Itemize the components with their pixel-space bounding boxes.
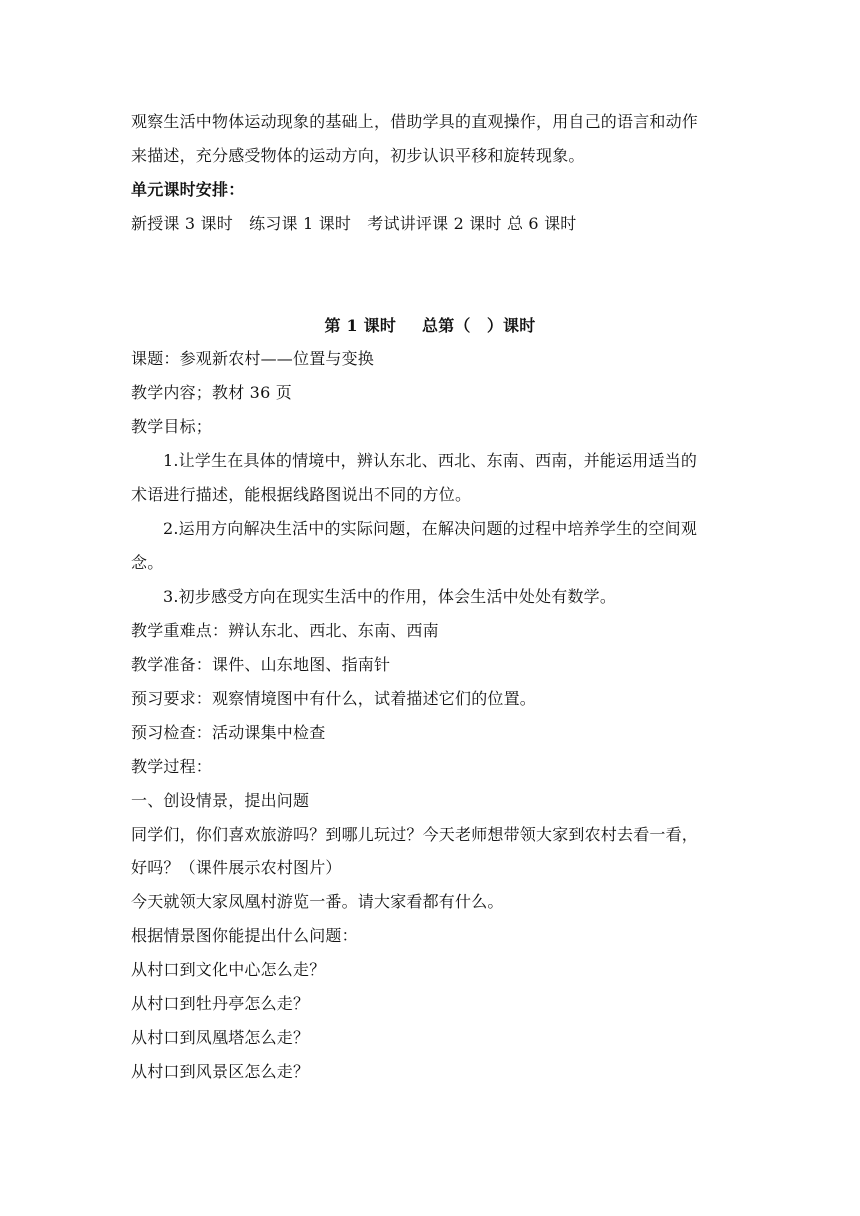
question-item: 从村口到文化中心怎么走？ (131, 960, 326, 979)
paragraph-1-line-2: 好吗？（课件展示农村图片） (131, 858, 342, 877)
objective-2-line-1: 2.运用方向解决生活中的实际问题，在解决问题的过程中培养学生的空间观 (163, 519, 698, 538)
intro-line-1: 观察生活中物体运动现象的基础上，借助学具的直观操作，用自己的语言和动作 (131, 112, 699, 131)
paragraph-2: 今天就领大家凤凰村游览一番。请大家看都有什么。 (131, 892, 504, 911)
question-item: 从村口到牡丹亭怎么走？ (131, 994, 310, 1013)
paragraph-3: 根据情景图你能提出什么问题： (131, 926, 358, 945)
key-points: 教学重难点：辨认东北、西北、东南、西南 (131, 621, 439, 640)
preview-check: 预习检查：活动课集中检查 (131, 723, 326, 742)
unit-schedule-text: 新授课 3 课时 练习课 1 课时 考试讲评课 2 课时 总 6 课时 (131, 214, 577, 233)
lesson-topic: 课题：参观新农村——位置与变换 (131, 349, 375, 368)
intro-line-2: 来描述，充分感受物体的运动方向，初步认识平移和旋转现象。 (131, 146, 585, 165)
objective-2-line-2: 念。 (131, 553, 164, 572)
question-item: 从村口到风景区怎么走？ (131, 1062, 310, 1081)
teaching-preparation: 教学准备：课件、山东地图、指南针 (131, 655, 391, 674)
preview-requirement: 预习要求：观察情境图中有什么，试着描述它们的位置。 (131, 689, 537, 708)
objective-1-line-1: 1.让学生在具体的情境中，辨认东北、西北、东南、西南，并能运用适当的 (163, 451, 698, 470)
question-item: 从村口到凤凰塔怎么走？ (131, 1028, 310, 1047)
objective-1-line-2: 术语进行描述，能根据线路图说出不同的方位。 (131, 485, 472, 504)
lesson-title-left: 第 1 课时 (324, 316, 397, 335)
unit-schedule-heading: 单元课时安排： (131, 180, 245, 199)
lesson-title (0, 316, 860, 336)
section-1-heading: 一、创设情景，提出问题 (131, 791, 310, 810)
process-heading: 教学过程： (131, 757, 213, 776)
lesson-content: 教学内容；教材 36 页 (131, 383, 292, 402)
objectives-heading: 教学目标； (131, 417, 213, 436)
objective-3: 3.初步感受方向在现实生活中的作用，体会生活中处处有数学。 (163, 587, 617, 606)
lesson-title-right: 总第（ ）课时 (422, 316, 536, 335)
paragraph-1-line-1: 同学们，你们喜欢旅游吗？到哪儿玩过？今天老师想带领大家到农村去看一看， (131, 825, 699, 844)
